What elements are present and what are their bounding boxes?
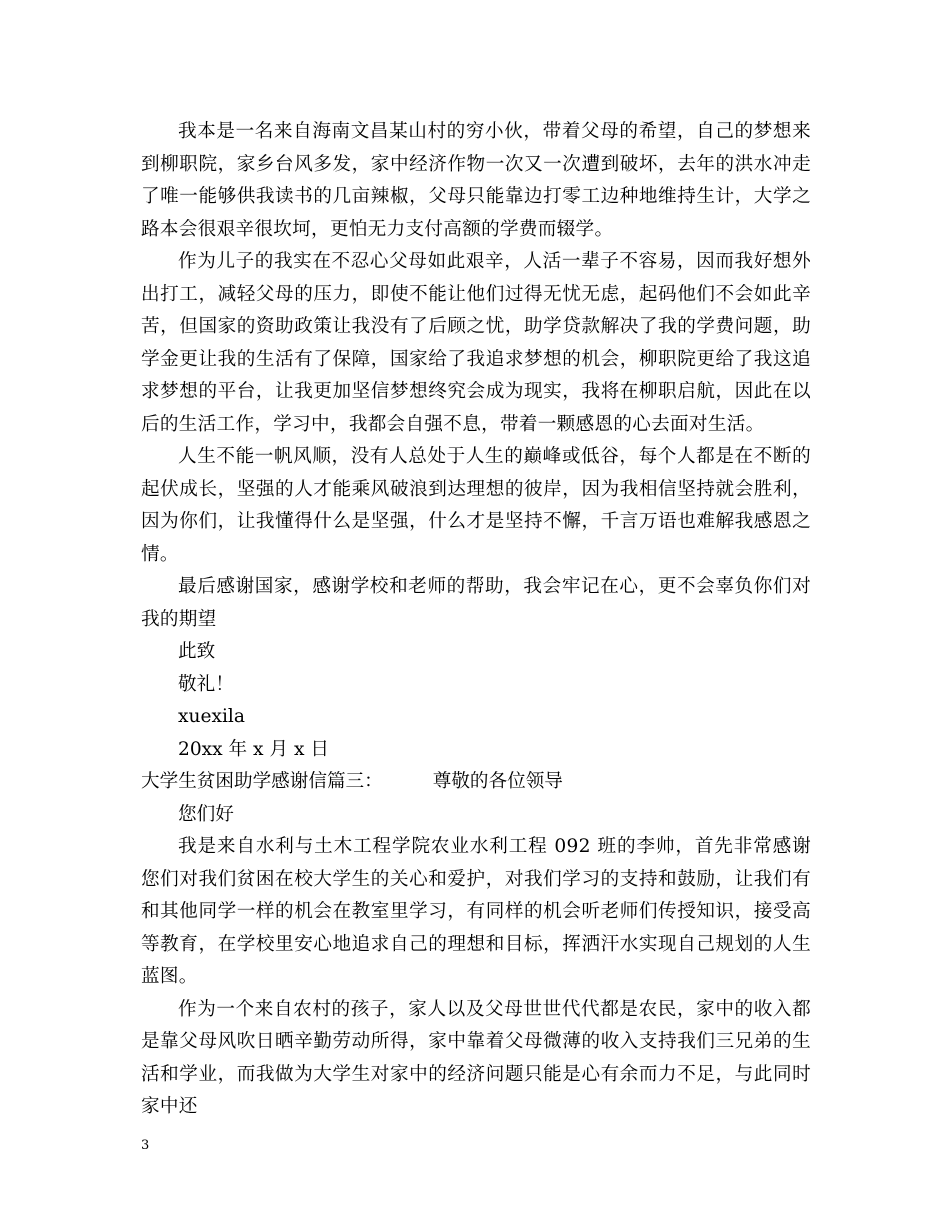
letter-body — [141, 116, 811, 1124]
paragraph-6: 作为一个来自农村的孩子，家人以及父母世世代代都是农民，家中的收入都是靠父母风吹日晒辛勤劳动所得，家中靠着父母微薄的收入支持我们三兄弟的生活和学业，而我做为大学生对家中的经济问题只能是心有余而力不足，与此同时家中还 — [141, 998, 811, 1117]
paragraph-3: 人生不能一帆风顺，没有人总处于人生的巅峰或低谷，每个人都是在不断的起伏成长，坚强的人才能乘风破浪到达理想的彼岸，因为我相信坚持就会胜利，因为你们，让我懂得什么是坚强，什么才是坚持不懈，千言万语也难解我感恩之情。 — [141, 446, 811, 565]
section-salutation: 尊敬的各位领导 — [432, 771, 563, 792]
greeting-line: 您们好 — [178, 803, 234, 825]
signature: xuexila — [178, 706, 245, 727]
paragraph-4: 最后感谢国家，感谢学校和老师的帮助，我会牢记在心，更不会辜负你们对我的期望 — [141, 576, 811, 630]
date-line: 20xx 年 x 月 x 日 — [178, 738, 329, 760]
section-title: 大学生贫困助学感谢信篇三： — [141, 771, 383, 792]
closing-line: 此致 — [178, 641, 216, 662]
section-heading — [141, 766, 811, 799]
page-number: 3 — [141, 1138, 150, 1153]
paragraph-1: 我本是一名来自海南文昌某山村的穷小伙，带着父母的希望，自己的梦想来到柳职院，家乡台风多发，家中经济作物一次又一次遭到破坏，去年的洪水冲走了唯一能够供我读书的几亩辣椒，父母只能靠边打零工边种地维持生计，大学之路本会很艰辛很坎坷，更怕无力支付高额的学费而辍学。 — [141, 121, 811, 240]
paragraph-2: 作为儿子的我实在不忍心父母如此艰辛，人活一辈子不容易，因而我好想外出打工，减轻父母的压力，即使不能让他们过得无忧无虑，起码他们不会如此辛苦，但国家的资助政策让我没有了后顾之忧，助学贷款解决了我的学费问题，助学金更让我的生活有了保障，国家给了我追求梦想的机会，柳职院更给了我这追求梦想的平台，让我更加坚信梦想终究会成为现实，我将在柳职启航，因此在以后的生活工作，学习中，我都会自强不息，带着一颗感恩的心去面对生活。 — [141, 251, 811, 435]
paragraph-5: 我是来自水利与土木工程学院农业水利工程 092 班的李帅，首先非常感谢您们对我们贫困在校大学生的关心和爱护，对我们学习的支持和鼓励，让我们有和其他同学一样的机会在教室里学习，有同样的机会听老师们传授知识，接受高等教育，在学校里安心地追求自己的理想和目标，挥洒汗水实现自己规划的人生蓝图。 — [141, 836, 811, 987]
salute-line: 敬礼！ — [178, 673, 234, 695]
